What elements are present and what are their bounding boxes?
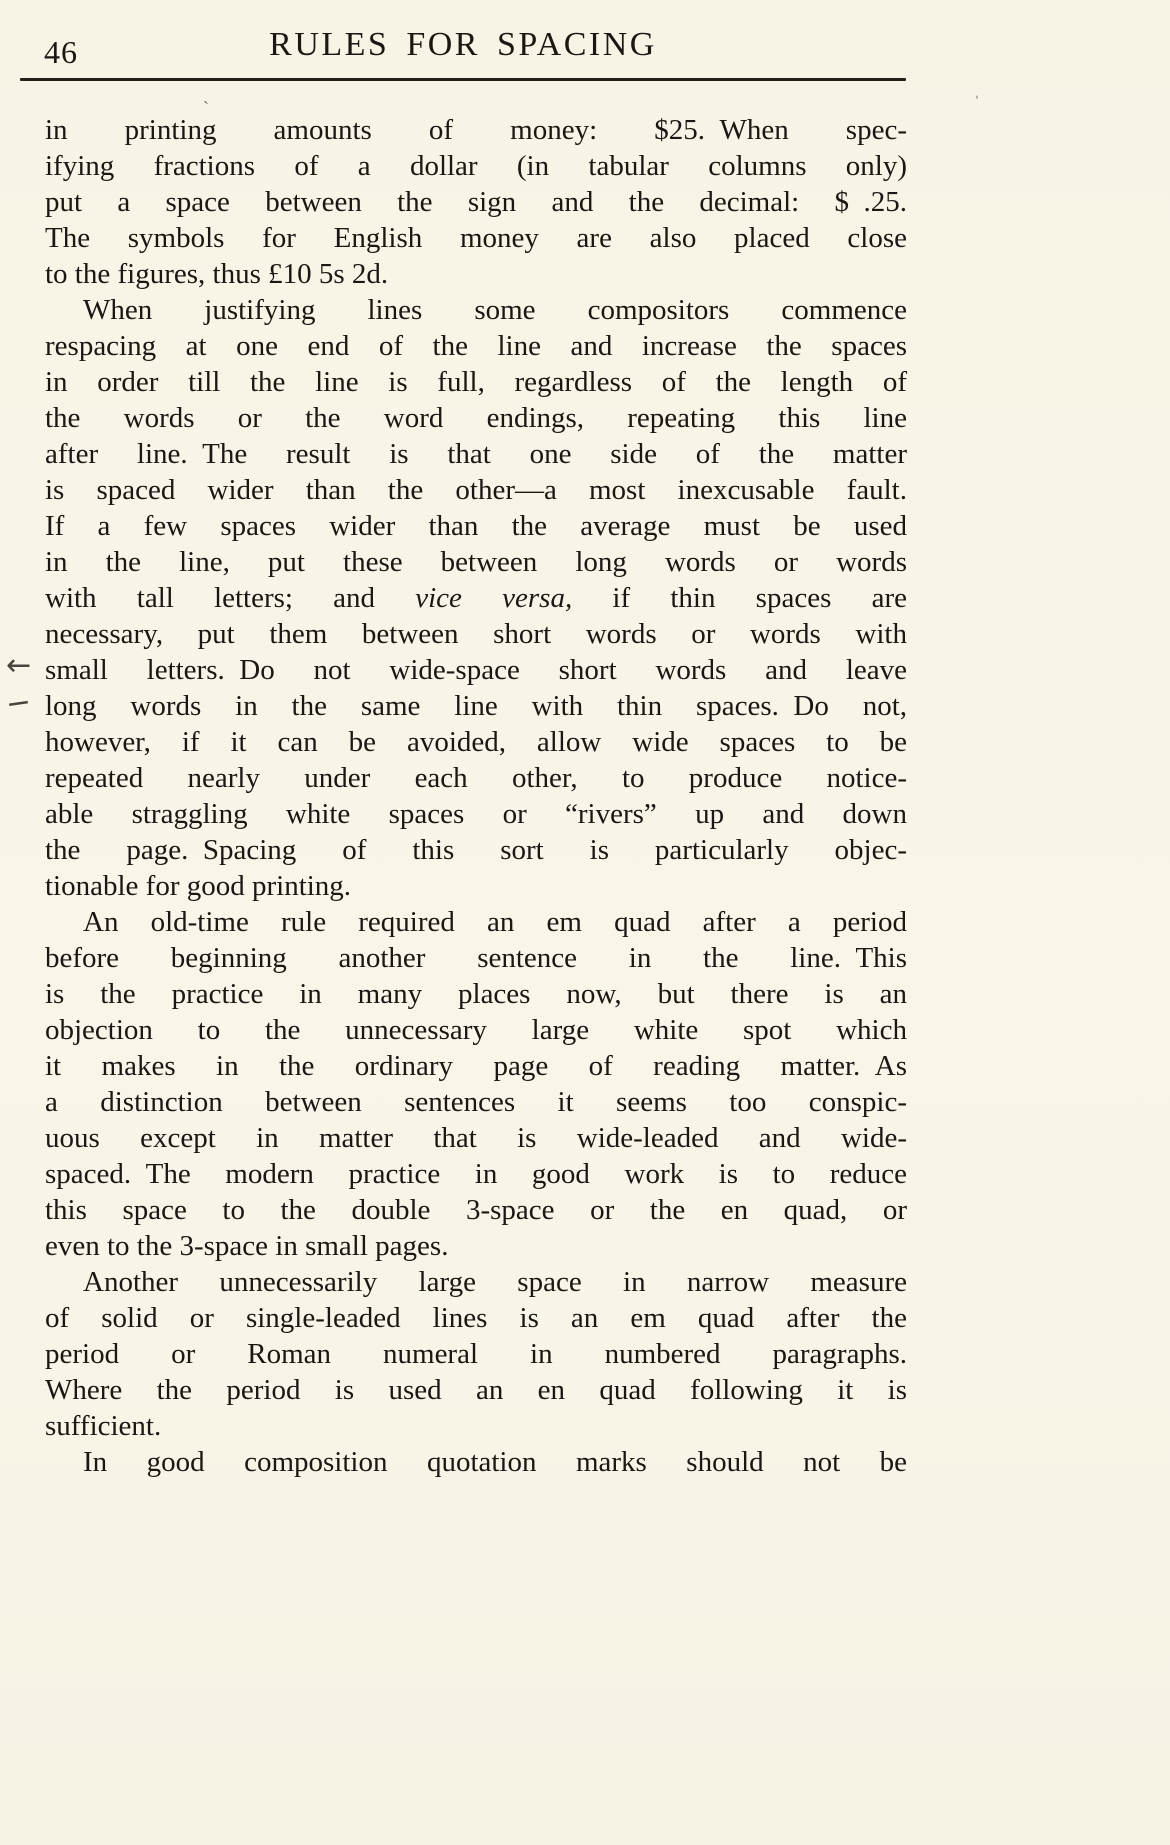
page-body bbox=[45, 112, 907, 1480]
pencil-dash: − bbox=[3, 684, 32, 723]
text-line bbox=[45, 904, 907, 940]
running-title: RULES FOR SPACING bbox=[269, 26, 657, 63]
text-line bbox=[45, 616, 907, 652]
text-line bbox=[45, 436, 907, 472]
text-segment: Where the period is used an en quad following it is bbox=[45, 1374, 907, 1406]
text-segment: to the figures, thus £10 5s 2d. bbox=[45, 258, 389, 290]
text-segment: uous except in matter that is wide-leaded and wide- bbox=[45, 1122, 907, 1154]
text-line bbox=[45, 760, 907, 796]
text-segment: Another unnecessarily large space in narrow measure bbox=[83, 1266, 907, 1298]
text-line bbox=[45, 1120, 907, 1156]
text-segment: put a space between the sign and the decimal: $ .25. bbox=[45, 186, 907, 218]
page-number: 46 bbox=[44, 34, 78, 70]
text-line bbox=[45, 364, 907, 400]
text-segment: this space to the double 3-space or the en quad, or bbox=[45, 1194, 907, 1226]
text-line bbox=[45, 1048, 907, 1084]
text-line bbox=[45, 688, 907, 724]
text-line bbox=[45, 184, 907, 220]
text-segment: If a few spaces wider than the average must be used bbox=[45, 510, 907, 542]
text-line bbox=[45, 112, 907, 148]
text-segment: a distinction between sentences it seems too conspic- bbox=[45, 1086, 907, 1118]
text-line bbox=[45, 148, 907, 184]
text-line bbox=[45, 1156, 907, 1192]
text-segment: with tall letters; and bbox=[45, 582, 416, 614]
page-header bbox=[20, 22, 906, 78]
scan-speck: ˏ bbox=[203, 84, 209, 104]
text-segment: is the practice in many places now, but there is an bbox=[45, 978, 907, 1010]
text-segment: is spaced wider than the other—a most inexcusable fault. bbox=[45, 474, 907, 506]
text-segment: respacing at one end of the line and increase the spaces bbox=[45, 330, 907, 362]
text-segment: of solid or single-leaded lines is an em quad after the bbox=[45, 1302, 907, 1334]
text-segment: ifying fractions of a dollar (in tabular columns only) bbox=[45, 150, 907, 182]
text-segment: long words in the same line with thin spaces. Do not, bbox=[45, 690, 907, 722]
text-segment: When justifying lines some compositors commence bbox=[83, 294, 907, 326]
text-segment: in printing amounts of money: $25. When spec- bbox=[45, 114, 907, 146]
text-segment: In good composition quotation marks should not be bbox=[83, 1446, 907, 1478]
text-segment: after line. The result is that one side of the matter bbox=[45, 438, 907, 470]
text-segment: even to the 3-space in small pages. bbox=[45, 1230, 449, 1262]
text-line bbox=[45, 256, 907, 292]
text-segment: able straggling white spaces or “rivers” up and down bbox=[45, 798, 907, 830]
text-segment: period or Roman numeral in numbered paragraphs. bbox=[45, 1338, 907, 1370]
text-line bbox=[45, 1444, 907, 1480]
header-rule bbox=[20, 78, 906, 81]
text-line bbox=[45, 796, 907, 832]
text-segment: tionable for good printing. bbox=[45, 870, 352, 902]
text-segment: An old-time rule required an em quad after a period bbox=[83, 906, 907, 938]
text-line bbox=[45, 652, 907, 688]
italic-text: vice versa, bbox=[415, 582, 573, 614]
scan-speck: ˈ bbox=[974, 92, 980, 112]
text-line bbox=[45, 1372, 907, 1408]
text-line bbox=[45, 940, 907, 976]
text-line bbox=[45, 400, 907, 436]
text-segment: spaced. The modern practice in good work is to reduce bbox=[45, 1158, 907, 1190]
text-segment: if thin spaces are bbox=[572, 582, 907, 614]
text-line bbox=[45, 1408, 907, 1444]
text-line bbox=[45, 1336, 907, 1372]
text-line bbox=[45, 724, 907, 760]
text-segment: the words or the word endings, repeating this line bbox=[45, 402, 907, 434]
text-line bbox=[45, 976, 907, 1012]
text-segment: the page. Spacing of this sort is particularly objec- bbox=[45, 834, 907, 866]
text-segment: objection to the unnecessary large white spot which bbox=[45, 1014, 907, 1046]
text-line bbox=[45, 220, 907, 256]
text-line bbox=[45, 1084, 907, 1120]
text-line bbox=[45, 580, 907, 616]
text-segment: in the line, put these between long words or words bbox=[45, 546, 907, 578]
text-line bbox=[45, 868, 907, 904]
text-line bbox=[45, 1228, 907, 1264]
text-line bbox=[45, 1192, 907, 1228]
text-segment: in order till the line is full, regardless of the length of bbox=[45, 366, 907, 398]
text-line bbox=[45, 1300, 907, 1336]
text-line bbox=[45, 508, 907, 544]
text-segment: before beginning another sentence in the line. This bbox=[45, 942, 907, 974]
text-segment: it makes in the ordinary page of reading matter. As bbox=[45, 1050, 907, 1082]
text-line bbox=[45, 328, 907, 364]
text-segment: The symbols for English money are also placed close bbox=[45, 222, 907, 254]
text-line bbox=[45, 544, 907, 580]
pencil-arrow: ← bbox=[6, 648, 32, 683]
text-segment: necessary, put them between short words or words with bbox=[45, 618, 907, 650]
text-line bbox=[45, 1264, 907, 1300]
text-line bbox=[45, 292, 907, 328]
text-segment: repeated nearly under each other, to produce notice- bbox=[45, 762, 907, 794]
text-line bbox=[45, 1012, 907, 1048]
text-line bbox=[45, 832, 907, 868]
text-segment: small letters. Do not wide-space short words and leave bbox=[45, 654, 907, 686]
text-segment: sufficient. bbox=[45, 1410, 162, 1442]
text-line bbox=[45, 472, 907, 508]
text-segment: however, if it can be avoided, allow wide spaces to be bbox=[45, 726, 907, 758]
